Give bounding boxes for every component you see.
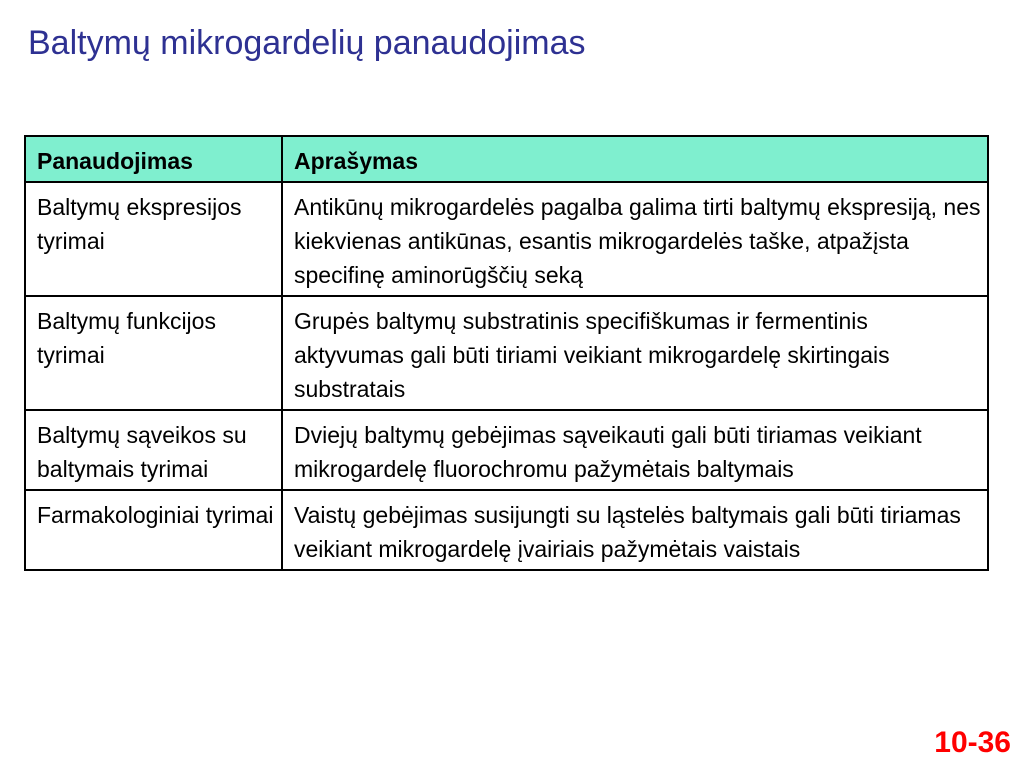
column-header-use: Panaudojimas <box>25 136 282 182</box>
table-row <box>25 182 988 296</box>
table-row <box>25 410 988 490</box>
cell-description: Antikūnų mikrogardelės pagalba galima tirti baltymų ekspresiją, nes kiekvienas antikūnas, esantis mikrogardelės taške, atpažįsta specifinę aminorūgščių seką <box>282 182 988 296</box>
cell-use: Baltymų sąveikos su baltymais tyrimai <box>25 410 282 490</box>
table-row <box>25 296 988 410</box>
table-header-row <box>25 136 988 182</box>
applications-table-container <box>24 135 987 571</box>
cell-use: Farmakologiniai tyrimai <box>25 490 282 570</box>
page-number: 10-36 <box>934 726 1011 759</box>
cell-description: Dviejų baltymų gebėjimas sąveikauti gali būti tiriamas veikiant mikrogardelę fluorochromu pažymėtais baltymais <box>282 410 988 490</box>
column-header-description: Aprašymas <box>282 136 988 182</box>
cell-use: Baltymų funkcijos tyrimai <box>25 296 282 410</box>
cell-use: Baltymų ekspresijos tyrimai <box>25 182 282 296</box>
applications-table <box>24 135 989 571</box>
slide-title: Baltymų mikrogardelių panaudojimas <box>28 24 586 62</box>
cell-description: Vaistų gebėjimas susijungti su ląstelės baltymais gali būti tiriamas veikiant mikrogardelę įvairiais pažymėtais vaistais <box>282 490 988 570</box>
cell-description: Grupės baltymų substratinis specifiškumas ir fermentinis aktyvumas gali būti tiriami veikiant mikrogardelę skirtingais substratais <box>282 296 988 410</box>
table-row <box>25 490 988 570</box>
